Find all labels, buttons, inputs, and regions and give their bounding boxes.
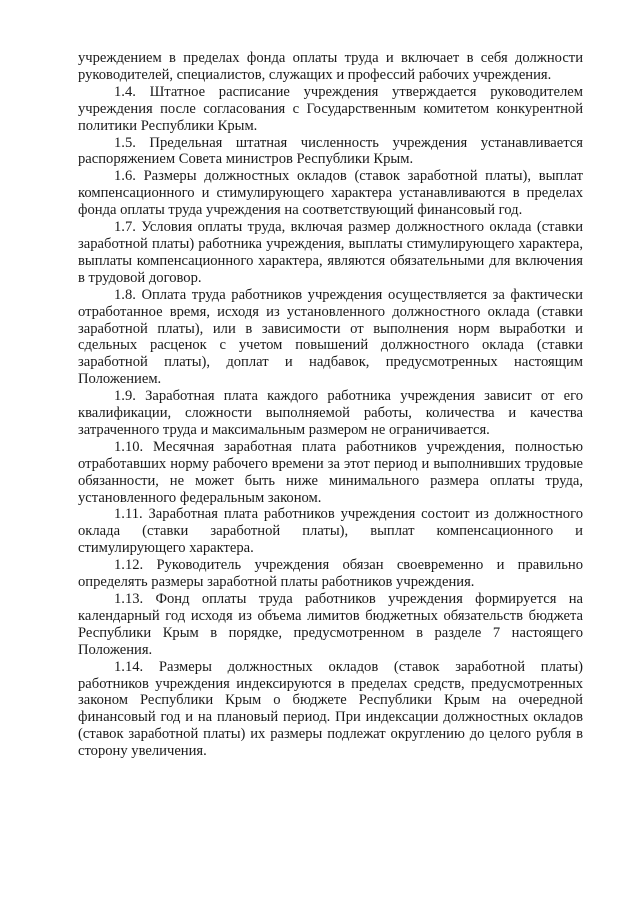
paragraph-1-9: 1.9. Заработная плата каждого работника учреждения зависит от его квалификации, сложности выполняемой работы, количества и качества затраченного труда и максимальным размером не ограничивается. [78, 388, 583, 438]
paragraph-1-7: 1.7. Условия оплаты труда, включая размер должностного оклада (ставки заработной платы) работника учреждения, выплаты стимулирующего характера, выплаты компенсационного характера, являются обязательными для включения в трудовой договор. [78, 219, 583, 286]
paragraph-intro: учреждением в пределах фонда оплаты труда и включает в себя должности руководителей, специалистов, служащих и профессий рабочих учреждения. [78, 50, 583, 83]
paragraph-1-5: 1.5. Предельная штатная численность учреждения устанавливается распоряжением Совета министров Республики Крым. [78, 134, 583, 168]
paragraph-1-4: 1.4. Штатное расписание учреждения утверждается руководителем учреждения после согласования с Государственным комитетом конкурентной политики Республики Крым. [78, 83, 583, 134]
paragraph-1-13: 1.13. Фонд оплаты труда работников учреждения формируется на календарный год исходя из объема лимитов бюджетных обязательств бюджета Республики Крым в порядке, предусмотренном в разделе 7 настоящего Положения. [78, 591, 583, 658]
paragraph-1-8: 1.8. Оплата труда работников учреждения осуществляется за фактически отработанное время, исходя из установленного должностного оклада (ставки заработной платы), или в зависимости от выполнения норм выработки и сдельных расценок с учетом повышений должностного оклада (ставки заработной платы), доплат и надбавок, предусмотренных настоящим Положением. [78, 286, 583, 388]
paragraph-1-12: 1.12. Руководитель учреждения обязан своевременно и правильно определять размеры заработной платы работников учреждения. [78, 557, 583, 591]
paragraph-1-6: 1.6. Размеры должностных окладов (ставок заработной платы), выплат компенсационного и стимулирующего характера устанавливаются в пределах фонда оплаты труда учреждения на соответствующий финансовый год. [78, 168, 583, 219]
paragraph-1-14: 1.14. Размеры должностных окладов (ставок заработной платы) работников учреждения индексируются в пределах средств, предусмотренных законом Республики Крым о бюджете Республики Крым на очередной финансовый год и на плановый период. При индексации должностных окладов (ставок заработной платы) их размеры подлежат округлению до целого рубля в сторону увеличения. [78, 658, 583, 760]
paragraph-1-11: 1.11. Заработная плата работников учреждения состоит из должностного оклада (ставки заработной платы), выплат компенсационного и стимулирующего характера. [78, 506, 583, 557]
paragraph-1-10: 1.10. Месячная заработная плата работников учреждения, полностью отработавших норму рабочего времени за этот период и выполнивших трудовые обязанности, не может быть ниже минимального размера оплаты труда, установленного федеральным законом. [78, 438, 583, 506]
